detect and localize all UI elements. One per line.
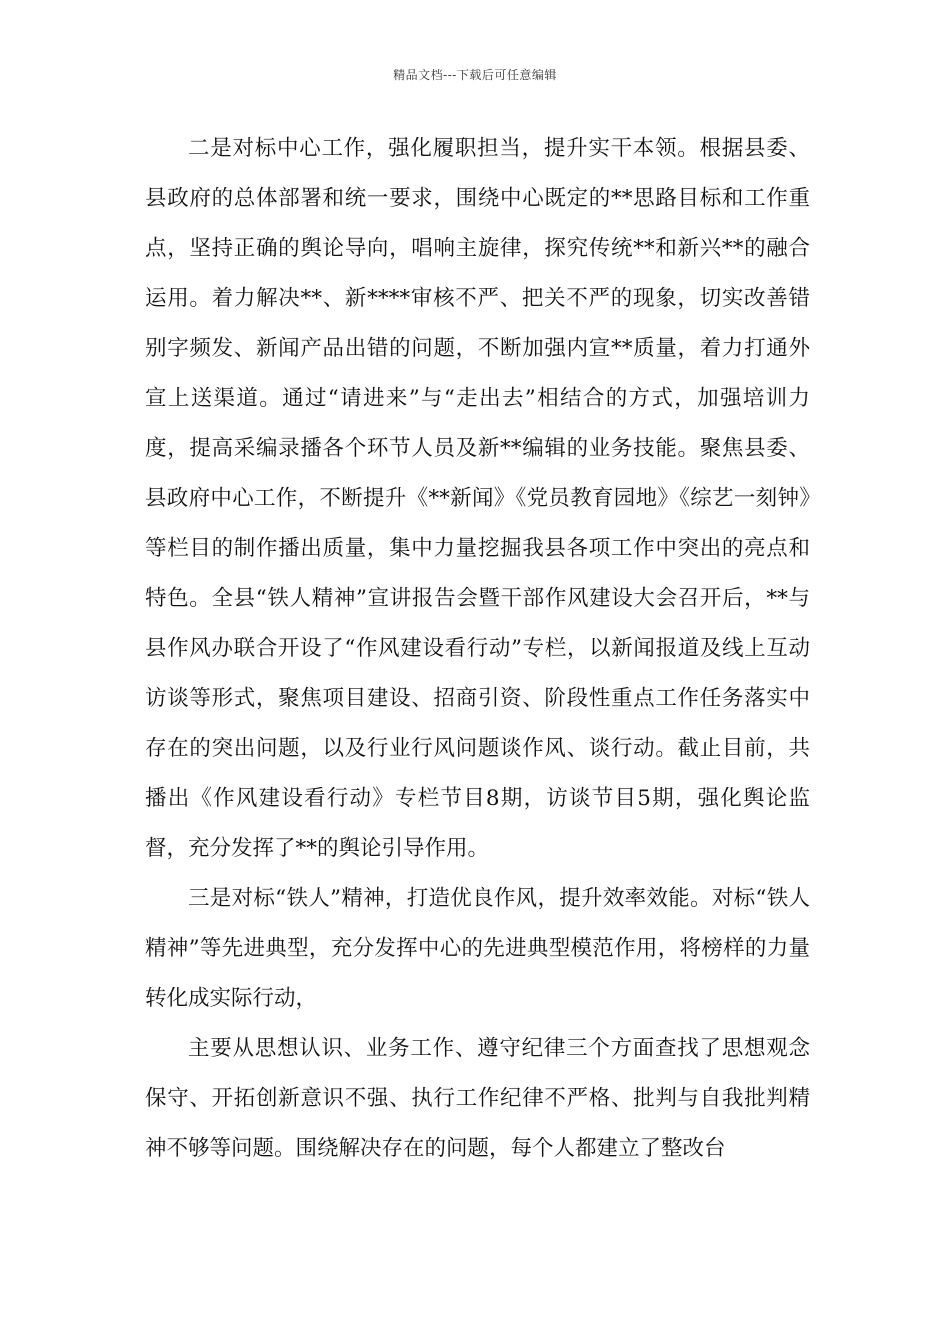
paragraph-1: 二是对标中心工作，强化履职担当，提升实干本领。根据县委、县政府的总体部署和统一要求，围绕中心既定的**思路目标和工作重点，坚持正确的舆论导向，唱响主旋律，探究传统**和新兴**的融合运用。着力解决**、新****审核不严、把关不严的现象，切实改善错别字频发、新闻产品出错的问题，不断加强内宣**质量，着力打通外宣上送渠道。通过“请进来”与“走出去”相结合的方式，加强培训力度，提高采编录播各个环节人员及新**编辑的业务技能。聚焦县委、县政府中心工作，不断提升《**新闻》《党员教育园地》《综艺一刻钟》等栏目的制作播出质量，集中力量挖掘我县各项工作中突出的亮点和特色。全县“铁人精神”宣讲报告会暨干部作风建设大会召开后，**与县作风办联合开设了“作风建设看行动”专栏，以新闻报道及线上互动访谈等形式，聚焦项目建设、招商引资、阶段性重点工作任务落实中存在的突出问题，以及行业行风问题谈作风、谈行动。截止目前，共播出《作风建设看行动》专栏节目8期，访谈节目5期，强化舆论监督，充分发挥了**的舆论引导作用。 <box>145 136 810 861</box>
page-header: 精品文档---下载后可任意编辑 <box>393 68 557 82</box>
document-body <box>145 124 810 1174</box>
paragraph-2: 三是对标“铁人”精神，打造优良作风，提升效率效能。对标“铁人精神”等先进典型，充分发挥中心的先进典型模范作用，将榜样的力量转化成实际行动， <box>145 886 810 1011</box>
paragraph-3: 主要从思想认识、业务工作、遵守纪律三个方面查找了思想观念保守、开拓创新意识不强、执行工作纪律不严格、批判与自我批判精神不够等问题。围绕解决存在的问题，每个人都建立了整改台 <box>145 1036 810 1161</box>
